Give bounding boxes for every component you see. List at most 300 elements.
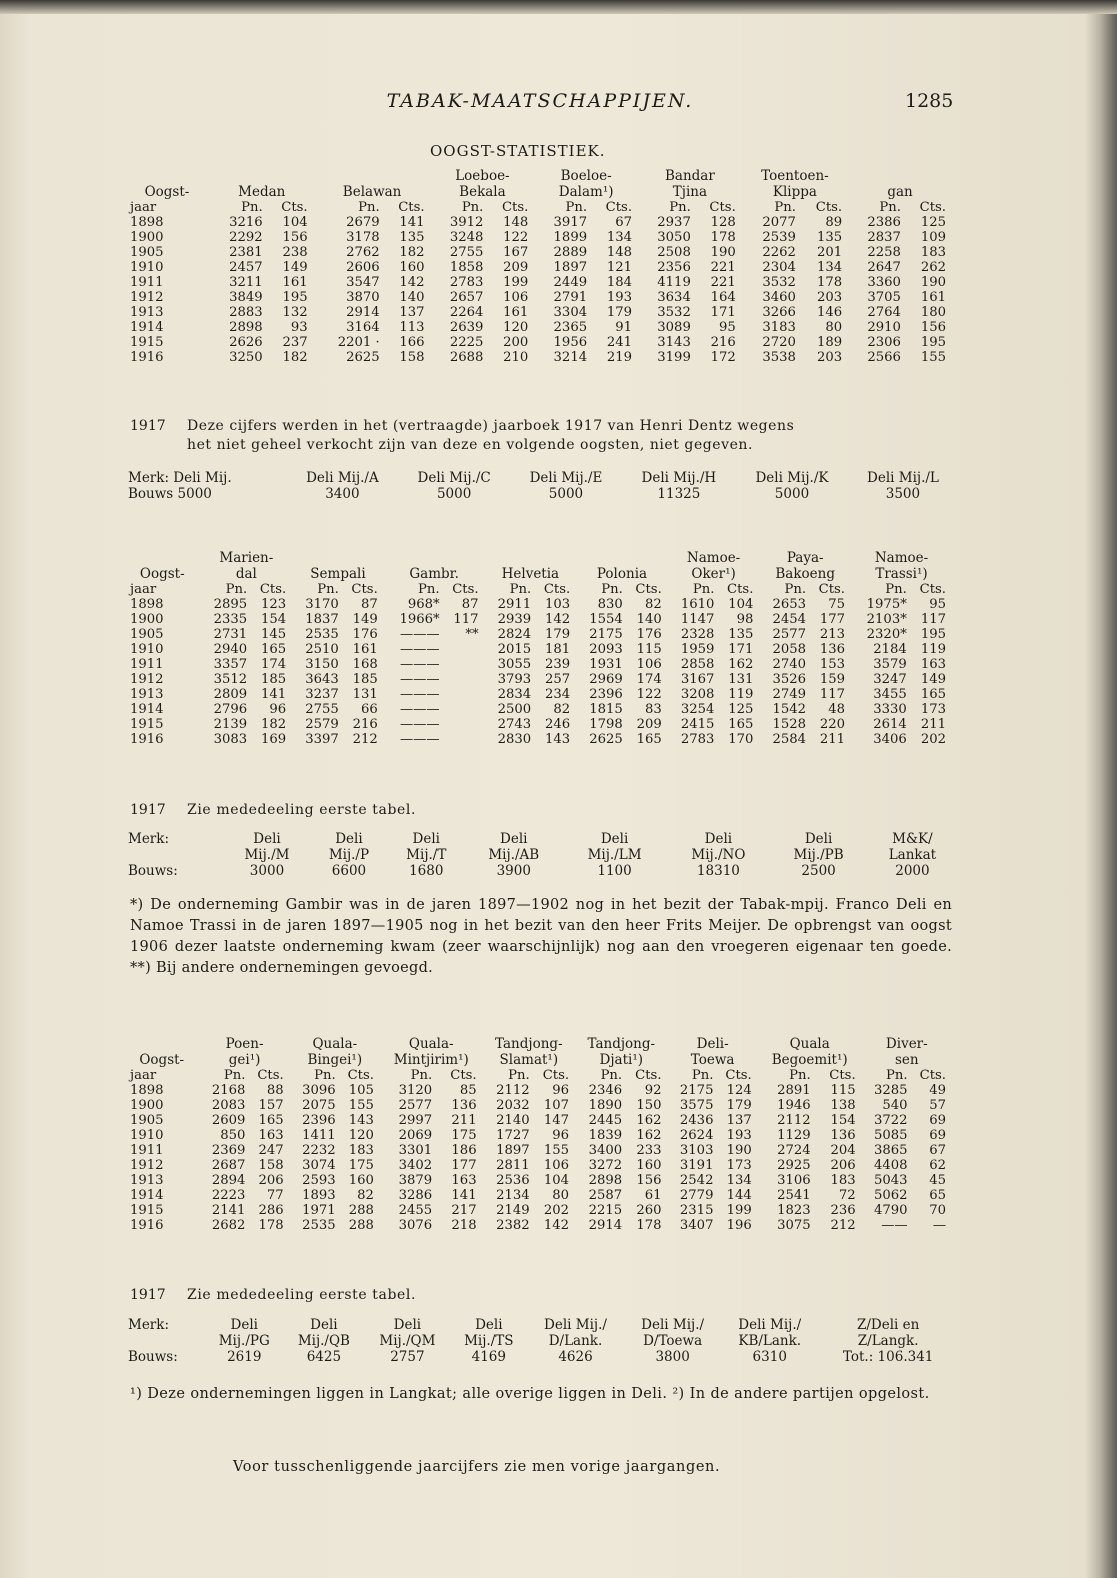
unit-heading: Cts. — [815, 200, 843, 215]
guilders-cell: 2626 — [229, 335, 263, 350]
year-cell: 1915 — [130, 717, 164, 732]
guilders-cell: 2883 — [229, 305, 263, 320]
column-heading: Bakoeng — [775, 566, 835, 582]
cents-cell: 140 — [399, 290, 425, 305]
unit-heading: Cts. — [259, 582, 287, 597]
guilders-cell: 1798 — [589, 717, 623, 732]
unit-heading: Cts. — [501, 200, 529, 215]
year-cell: 1898 — [130, 1083, 164, 1098]
bouws-row — [128, 863, 958, 879]
unit-heading: Pn. — [886, 1068, 908, 1083]
merk-cell: Deli Mij./H — [641, 470, 717, 486]
table-row — [130, 215, 952, 230]
unit-heading: Pn. — [601, 582, 623, 597]
guilders-cell: 2415 — [680, 717, 715, 732]
guilders-cell: 1837 — [305, 612, 339, 627]
cents-cell: 104 — [543, 1173, 570, 1188]
guilders-cell: 1411 — [302, 1128, 336, 1143]
cents-cell: 262 — [920, 260, 946, 275]
cents-cell: 195 — [920, 335, 946, 350]
cents-cell: 160 — [399, 260, 425, 275]
year-cell: 1914 — [130, 1188, 164, 1203]
guilders-cell: 2910 — [867, 320, 901, 335]
guilders-cell: 2577 — [398, 1098, 433, 1113]
guilders-cell: 2149 — [496, 1203, 530, 1218]
guilders-cell: 2647 — [867, 260, 901, 275]
cents-cell: 141 — [261, 687, 287, 702]
cents-cell: 105 — [348, 1083, 374, 1098]
bouws-cell: 6600 — [331, 863, 367, 879]
cents-cell: 96 — [269, 702, 287, 717]
guilders-cell: 3286 — [398, 1188, 433, 1203]
guilders-cell: 2895 — [213, 597, 248, 612]
year-cell: 1910 — [130, 642, 164, 657]
unit-heading: Cts. — [542, 1068, 570, 1083]
guilders-cell: 2811 — [496, 1158, 530, 1173]
cents-cell: 117 — [920, 612, 946, 627]
cents-cell: 107 — [543, 1098, 570, 1113]
guilders-cell: 2304 — [762, 260, 796, 275]
cents-cell: 150 — [636, 1098, 662, 1113]
column-heading: Bingei¹) — [307, 1052, 363, 1068]
guilders-cell: 540 — [882, 1098, 908, 1113]
guilders-cell: 3208 — [680, 687, 715, 702]
year-cell: 1912 — [130, 290, 164, 305]
guilders-cell: 3103 — [679, 1143, 714, 1158]
cents-cell: 106 — [503, 290, 529, 305]
unit-heading: Cts. — [829, 1068, 856, 1083]
guilders-cell: 2609 — [211, 1113, 246, 1128]
guilders-cell: 2837 — [867, 230, 901, 245]
table-row — [130, 1128, 952, 1143]
page-number: 1285 — [905, 90, 954, 112]
table-row — [130, 350, 952, 365]
cents-cell: 61 — [644, 1188, 662, 1203]
guilders-cell: 2508 — [657, 245, 691, 260]
guilders-cell: 3089 — [657, 320, 691, 335]
guilders-cell: 2653 — [772, 597, 807, 612]
cents-cell: 238 — [282, 245, 308, 260]
unit-heading: Cts. — [727, 582, 754, 597]
guilders-cell: 2587 — [588, 1188, 623, 1203]
guilders-cell: 2103* — [866, 612, 907, 627]
cents-cell: 211 — [819, 732, 845, 747]
cents-cell — [440, 687, 485, 702]
year-cell: 1905 — [130, 1113, 164, 1128]
cents-cell: 195 — [920, 627, 946, 642]
cents-cell: 212 — [830, 1218, 856, 1233]
column-heading — [130, 550, 201, 566]
column-heading — [576, 550, 668, 566]
cents-cell: 154 — [830, 1113, 856, 1128]
guilders-cell: 2914 — [588, 1218, 623, 1233]
guilders-cell: ——— — [400, 717, 440, 732]
guilders-cell: 3360 — [867, 275, 901, 290]
cents-cell: 122 — [636, 687, 662, 702]
column-heading: dal — [235, 566, 257, 582]
cents-cell: 122 — [503, 230, 529, 245]
table-row — [130, 290, 952, 305]
cents-cell: 189 — [816, 335, 843, 350]
year-cell: 1900 — [130, 612, 164, 627]
cents-cell: 121 — [606, 260, 633, 275]
cents-cell: 156 — [282, 230, 308, 245]
cents-cell: 142 — [545, 612, 571, 627]
guilders-cell: 3870 — [346, 290, 380, 305]
merk2-cell: KB/Lank. — [738, 1333, 802, 1349]
merk1-cell: Deli — [310, 1317, 338, 1333]
cents-cell: 128 — [710, 215, 736, 230]
guilders-cell: 2536 — [496, 1173, 530, 1188]
unit-heading: Pn. — [358, 200, 380, 215]
unit-heading: Cts. — [543, 582, 571, 597]
guilders-cell: 2764 — [867, 305, 901, 320]
unit-heading: Pn. — [509, 582, 532, 597]
cents-cell: 217 — [451, 1203, 477, 1218]
cents-cell: 87 — [461, 597, 479, 612]
unit-heading: jaar — [130, 1068, 157, 1083]
cents-cell: 165 — [261, 642, 287, 657]
guilders-cell: 3096 — [302, 1083, 336, 1098]
cents-cell: 154 — [261, 612, 287, 627]
column-heading: Oker¹) — [691, 566, 736, 582]
guilders-cell: 5043 — [874, 1173, 908, 1188]
harvest-table-3 — [130, 1036, 952, 1233]
cents-cell: 180 — [920, 305, 946, 320]
guilders-cell: 2796 — [213, 702, 248, 717]
guilders-cell: 2894 — [211, 1173, 246, 1188]
cents-cell: 161 — [920, 290, 946, 305]
column-heading: Klippa — [772, 184, 817, 200]
guilders-cell: 2834 — [497, 687, 532, 702]
cents-cell: 136 — [819, 642, 845, 657]
cents-cell: 161 — [352, 642, 378, 657]
guilders-cell: 3216 — [229, 215, 263, 230]
cents-cell: 162 — [636, 1113, 662, 1128]
cents-cell: 213 — [819, 627, 845, 642]
table3-note-year: 1917 — [130, 1287, 166, 1303]
unit-row — [130, 582, 952, 597]
merk2-cell: D/Toewa — [643, 1333, 703, 1349]
guilders-cell: 3272 — [588, 1158, 623, 1173]
cents-cell: 83 — [645, 702, 662, 717]
guilders-cell: 3254 — [680, 702, 715, 717]
guilders-cell: 2454 — [772, 612, 807, 627]
guilders-cell: 2083 — [211, 1098, 246, 1113]
guilders-cell: 3402 — [398, 1158, 433, 1173]
table-row — [130, 612, 952, 627]
guilders-cell: 2328 — [680, 627, 715, 642]
year-cell: 1911 — [130, 275, 164, 290]
cents-cell: 156 — [920, 320, 946, 335]
guilders-cell: 3793 — [497, 672, 532, 687]
column-heading: Tandjong- — [587, 1036, 656, 1052]
cents-cell: 115 — [636, 642, 662, 657]
unit-heading: Cts. — [818, 582, 845, 597]
cents-cell: 155 — [920, 350, 946, 365]
year-cell: 1898 — [130, 215, 164, 230]
guilders-cell: 3406 — [873, 732, 907, 747]
merk1-cell: Deli — [475, 1317, 503, 1333]
column-heading: gan — [887, 184, 913, 200]
guilders-cell: 3407 — [679, 1218, 714, 1233]
merk1-cell: Deli — [704, 831, 733, 847]
table2-note: Zie mededeeling eerste tabel. — [187, 802, 417, 818]
guilders-cell: 3526 — [772, 672, 807, 687]
cents-cell: 190 — [726, 1143, 752, 1158]
cents-cell: 182 — [261, 717, 287, 732]
guilders-cell: 3076 — [398, 1218, 433, 1233]
cents-cell: 115 — [830, 1083, 856, 1098]
column-heading: Poen- — [225, 1036, 264, 1052]
cents-cell: 201 — [816, 245, 843, 260]
cents-cell: 69 — [929, 1128, 946, 1143]
cents-cell: 199 — [503, 275, 529, 290]
guilders-cell: 3705 — [867, 290, 901, 305]
bouws-cell: 3400 — [325, 486, 360, 502]
column-heading: Namoe- — [686, 550, 741, 566]
bouws-cell: 5000 — [436, 486, 472, 502]
guilders-cell: 2755 — [449, 245, 484, 260]
guilders-cell: 2445 — [588, 1113, 623, 1128]
guilders-cell: 2940 — [213, 642, 248, 657]
cents-cell: 163 — [920, 657, 946, 672]
table-row — [130, 1188, 952, 1203]
guilders-cell: 3301 — [398, 1143, 433, 1158]
cents-cell: 117 — [819, 687, 845, 702]
unit-row — [130, 200, 952, 215]
cents-cell: 179 — [606, 305, 633, 320]
guilders-cell: 3304 — [553, 305, 588, 320]
guilders-cell: 3170 — [305, 597, 339, 612]
guilders-cell: 830 — [597, 597, 623, 612]
unit-heading: Cts. — [725, 1068, 752, 1083]
cents-cell: 174 — [636, 672, 662, 687]
cents-cell: 106 — [543, 1158, 570, 1173]
merk2-cell: Mij./M — [244, 847, 290, 863]
cents-cell: 246 — [545, 717, 571, 732]
guilders-cell: ——— — [400, 657, 440, 672]
running-header-title: TABAK-MAATSCHAPPIJEN. — [386, 90, 694, 112]
cents-cell: 190 — [710, 245, 736, 260]
bouws-cell: 4626 — [558, 1349, 593, 1365]
guilders-cell: 4408 — [874, 1158, 908, 1173]
guilders-cell: 1147 — [680, 612, 715, 627]
cents-cell: 177 — [451, 1158, 477, 1173]
table-row — [130, 1083, 952, 1098]
guilders-cell: 2382 — [496, 1218, 530, 1233]
guilders-cell: 2939 — [497, 612, 532, 627]
column-heading: Oogst- — [139, 566, 185, 582]
cents-cell: 134 — [816, 260, 843, 275]
header-row — [130, 1036, 952, 1052]
guilders-cell: 3538 — [762, 350, 796, 365]
merk2-cell: Lankat — [888, 847, 937, 863]
year-cell: 1910 — [130, 260, 164, 275]
guilders-cell: 3050 — [657, 230, 691, 245]
column-heading: Tjina — [672, 184, 708, 200]
column-heading: Polonia — [596, 566, 648, 582]
bouws-cell: 18310 — [696, 863, 740, 879]
cents-cell: 175 — [451, 1128, 477, 1143]
cents-cell: 125 — [920, 215, 946, 230]
cents-cell: 62 — [929, 1158, 946, 1173]
cents-cell: 104 — [282, 215, 308, 230]
guilders-cell: 2069 — [398, 1128, 433, 1143]
guilders-cell: 3075 — [777, 1218, 811, 1233]
table-row — [130, 732, 952, 747]
cents-cell: 98 — [736, 612, 754, 627]
cents-cell: 167 — [503, 245, 529, 260]
column-heading: Boeloe- — [560, 168, 612, 184]
guilders-cell: 3120 — [398, 1083, 433, 1098]
guilders-cell: 3211 — [229, 275, 263, 290]
guilders-cell: 2215 — [588, 1203, 623, 1218]
guilders-cell: 2232 — [302, 1143, 336, 1158]
cents-cell: 45 — [929, 1173, 946, 1188]
unit-heading: Cts. — [919, 582, 946, 597]
table2-merk-bouws — [128, 831, 958, 879]
guilders-cell: 2264 — [449, 305, 484, 320]
cents-cell: 109 — [920, 230, 946, 245]
cents-cell: 147 — [543, 1113, 570, 1128]
guilders-cell: 3397 — [305, 732, 339, 747]
bouws-cell: 2757 — [390, 1349, 425, 1365]
guilders-cell: 2075 — [302, 1098, 336, 1113]
bouws-cell: 1680 — [409, 863, 444, 879]
cents-cell: 220 — [819, 717, 845, 732]
guilders-cell: 2292 — [229, 230, 263, 245]
unit-heading: Pn. — [508, 1068, 530, 1083]
cents-cell: 85 — [459, 1083, 477, 1098]
merk1-row — [128, 831, 958, 847]
cents-cell: 170 — [728, 732, 754, 747]
guilders-cell: 2898 — [229, 320, 263, 335]
guilders-cell: 2306 — [867, 335, 901, 350]
unit-heading: Pn. — [223, 1068, 246, 1083]
column-heading: Quala — [789, 1036, 830, 1052]
bouws-cell: Bouws: — [128, 1349, 178, 1365]
guilders-cell: 1971 — [302, 1203, 336, 1218]
merk2-cell — [128, 1333, 205, 1349]
cents-cell: 165 — [636, 732, 662, 747]
guilders-cell: 3214 — [553, 350, 588, 365]
table-row — [130, 1173, 952, 1188]
guilders-cell: 2624 — [679, 1128, 714, 1143]
year-cell: 1912 — [130, 672, 164, 687]
table-row — [130, 702, 952, 717]
table-row — [130, 672, 952, 687]
cents-cell: 178 — [816, 275, 843, 290]
cents-cell: 160 — [348, 1173, 374, 1188]
cents-cell: 148 — [503, 215, 529, 230]
guilders-cell: 2184 — [873, 642, 907, 657]
guilders-cell: 2824 — [497, 627, 532, 642]
cents-cell — [440, 717, 485, 732]
column-heading: Bekala — [459, 184, 506, 200]
guilders-cell: 2542 — [679, 1173, 714, 1188]
cents-cell: 135 — [816, 230, 843, 245]
guilders-cell: 3199 — [657, 350, 691, 365]
column-heading: Belawan — [342, 184, 402, 200]
cents-cell: 67 — [615, 215, 633, 230]
column-heading: Toentoen- — [761, 168, 829, 184]
unit-heading: jaar — [130, 582, 157, 597]
guilders-cell: 2783 — [449, 275, 484, 290]
guilders-cell: 3285 — [874, 1083, 908, 1098]
guilders-cell: 2140 — [496, 1113, 530, 1128]
column-heading: Trassi¹) — [875, 566, 928, 582]
cents-cell: 66 — [361, 702, 378, 717]
cents-cell: 212 — [352, 732, 378, 747]
unit-heading: Pn. — [789, 1068, 811, 1083]
cents-cell: 137 — [399, 305, 425, 320]
table-row — [130, 1158, 952, 1173]
bouws-cell: 6310 — [752, 1349, 787, 1365]
guilders-cell: 1897 — [496, 1143, 530, 1158]
merk-cell: Deli Mij./A — [306, 470, 379, 486]
guilders-cell: 1823 — [777, 1203, 811, 1218]
guilders-cell: 2320* — [866, 627, 907, 642]
bouws-cell: Bouws: — [128, 863, 178, 879]
cents-cell: 182 — [282, 350, 308, 365]
table-row — [130, 717, 952, 732]
guilders-cell: ——— — [400, 687, 440, 702]
cents-cell: 193 — [726, 1128, 752, 1143]
guilders-cell: 2724 — [777, 1143, 811, 1158]
guilders-cell: 2455 — [398, 1203, 433, 1218]
guilders-cell: 3512 — [213, 672, 248, 687]
year-cell: 1915 — [130, 335, 164, 350]
bouws-cell: Tot.: 106.341 — [842, 1349, 934, 1365]
cents-cell: 132 — [282, 305, 308, 320]
guilders-cell: ——— — [400, 732, 440, 747]
merk1-cell: Z/Deli en — [856, 1317, 920, 1333]
cents-cell: 193 — [606, 290, 633, 305]
cents-cell: 69 — [929, 1113, 946, 1128]
guilders-cell: 2175 — [589, 627, 623, 642]
merk1-cell: Deli — [230, 1317, 258, 1333]
table-row — [130, 1143, 952, 1158]
footnote-langkat: ¹) Deze ondernemingen liggen in Langkat; alle overige liggen in Deli. ²) In de andere partijen opgelost. — [130, 1386, 930, 1402]
column-heading — [130, 168, 210, 184]
bouws-cell: 3900 — [496, 863, 531, 879]
merk1-cell: Deli — [335, 831, 363, 847]
guilders-cell: ——— — [400, 627, 440, 642]
cents-cell: 176 — [636, 627, 662, 642]
cents-cell: 196 — [726, 1218, 752, 1233]
guilders-cell: 2740 — [772, 657, 807, 672]
guilders-cell: 2335 — [213, 612, 248, 627]
guilders-cell: 1975* — [866, 597, 907, 612]
merk1-cell: Deli — [253, 831, 281, 847]
cents-cell: 199 — [726, 1203, 752, 1218]
cents-cell: 202 — [920, 732, 946, 747]
merk1-cell: Deli Mij./ — [641, 1317, 705, 1333]
cents-cell: 143 — [545, 732, 571, 747]
guilders-cell: 3575 — [679, 1098, 714, 1113]
table2-note-year: 1917 — [130, 802, 166, 818]
column-heading: Diver- — [885, 1036, 928, 1052]
cents-cell: 203 — [816, 290, 843, 305]
bouws-cell: 3500 — [885, 486, 921, 502]
guilders-cell: 2134 — [496, 1188, 530, 1203]
cents-cell: 142 — [543, 1218, 570, 1233]
cents-cell: 247 — [258, 1143, 284, 1158]
guilders-cell: 2457 — [229, 260, 263, 275]
cents-cell: 82 — [553, 702, 571, 717]
cents-cell — [440, 732, 485, 747]
